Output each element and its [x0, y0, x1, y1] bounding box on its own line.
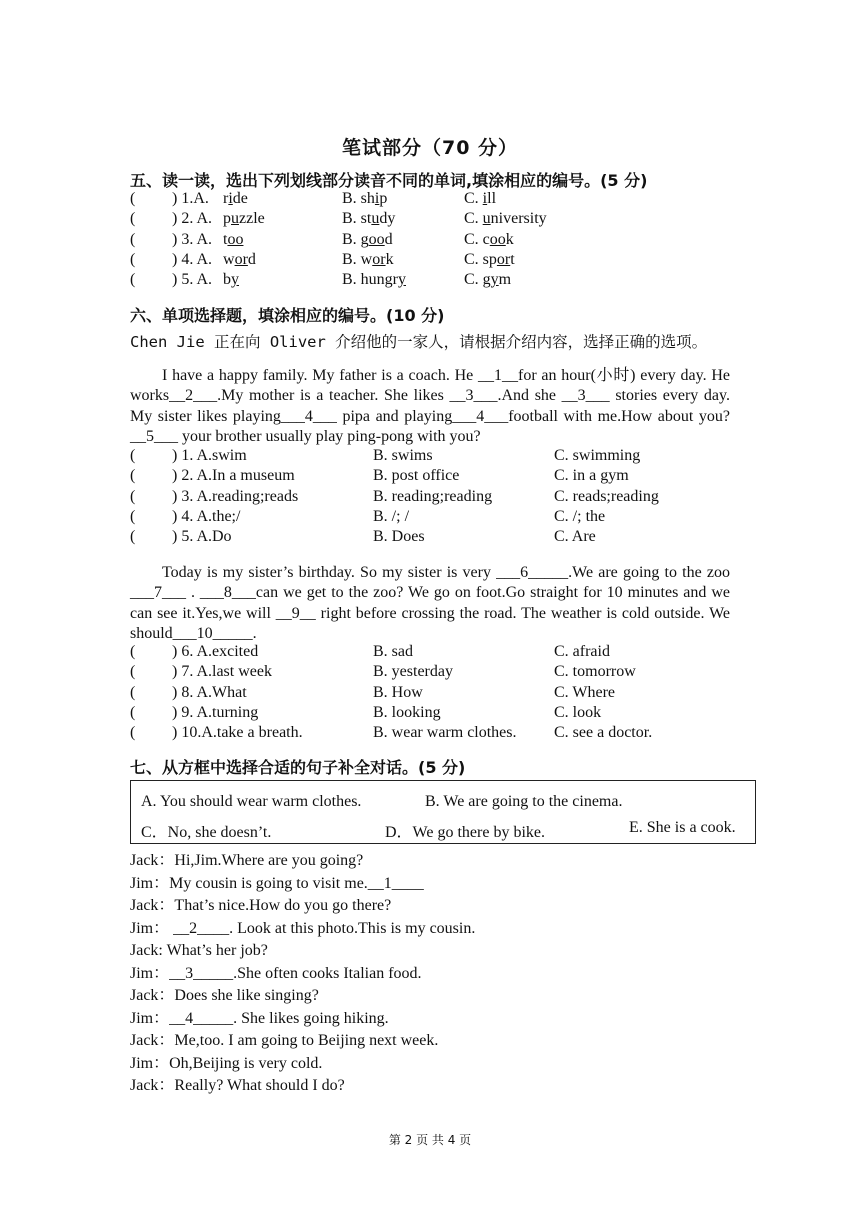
underlined-letters: y	[398, 271, 406, 289]
option-text: ll	[487, 190, 497, 207]
question-number: ) 5. A.	[172, 271, 212, 289]
option-a: ) 1. A.swim	[172, 447, 247, 464]
option-b: B. yesterday	[373, 663, 453, 681]
dialogue-line: Jim：__4_____. She likes going hiking.	[130, 1009, 389, 1027]
section-6-heading: 六、单项选择题，填涂相应的编号。(10 分)	[130, 306, 445, 325]
dialogue-line: Jack：Does she like singing?	[130, 987, 319, 1004]
option-c: C. swimming	[554, 447, 641, 464]
option-text: p	[223, 210, 231, 228]
answer-paren: (	[130, 528, 136, 546]
section-5-heading: 五、读一读，选出下列划线部分读音不同的单词,填涂相应的编号。(5 分)	[130, 171, 648, 190]
section-6-intro: Chen Jie 正在向 Oliver 介绍他的一家人，请根据介绍内容，选择正确的选项。	[130, 333, 708, 351]
dialogue-line: Jack：That’s nice.How do you go there?	[130, 897, 392, 914]
underlined-letters: u	[482, 210, 491, 228]
options-box	[130, 780, 756, 844]
answer-paren: (	[130, 487, 136, 505]
option-c	[464, 250, 515, 270]
answer-paren: (	[130, 643, 136, 660]
option-b: B. Does	[373, 528, 425, 546]
option-text: niversity	[490, 210, 547, 228]
option-a: ) 3. A.reading;reads	[172, 487, 299, 505]
option-a: ) 6. A.excited	[172, 643, 259, 660]
option-a	[223, 270, 239, 290]
answer-paren: (	[130, 230, 136, 248]
underlined-letters: or	[234, 250, 248, 268]
option-c: C. tomorrow	[554, 663, 636, 681]
option-text: B. hungr	[342, 271, 398, 289]
option-b: B. looking	[373, 703, 441, 721]
option-text: k	[385, 250, 394, 268]
option-c	[464, 209, 547, 229]
option-c: C. see a doctor.	[554, 724, 653, 742]
passage-2: Today is my sister’s birthday. So my sister is very ___6_____.We are going to the zoo ___7___ . ___8___can we get to the zoo? We go on foot.Go straight for 10 minutes and we can see it.Yes,we will __9__ right before crossing the road. The weather is cold outside. We should___10_____.	[130, 564, 730, 642]
option-text: B. sh	[342, 190, 375, 207]
option-c: C. Where	[554, 683, 616, 701]
underlined-letters: i	[228, 190, 233, 207]
page-title: 笔试部分（70 分）	[341, 137, 519, 159]
dialogue-line: Jim：Oh,Beijing is very cold.	[130, 1054, 323, 1072]
answer-paren: (	[130, 447, 136, 464]
option-text: C.	[464, 190, 483, 207]
option-c: C. in a gym	[554, 467, 629, 485]
option-c: C. /; the	[554, 507, 606, 525]
option-text: w	[223, 250, 235, 268]
underlined-letters: oo	[489, 230, 506, 248]
option-b: B. wear warm clothes.	[373, 724, 517, 742]
answer-paren: (	[130, 683, 136, 701]
answer-paren: (	[130, 663, 136, 681]
option-c	[464, 230, 514, 250]
dialogue-line: Jim：__3_____.She often cooks Italian food.	[130, 964, 422, 982]
underlined-letters: or	[496, 250, 511, 268]
option-b	[342, 209, 395, 229]
option-text: d	[247, 250, 256, 268]
underlined-letters: oo	[227, 230, 244, 248]
answer-paren: (	[130, 703, 136, 721]
option-text: zzle	[239, 210, 265, 228]
question-number: ) 3. A.	[172, 230, 212, 248]
option-c: C. reads;reading	[554, 487, 659, 505]
underlined-letters: y	[231, 271, 239, 289]
dialogue-line: Jack: What’s her job?	[130, 942, 268, 959]
option-text: C. sp	[464, 250, 497, 268]
option-c: C. look	[554, 703, 602, 721]
option-b: B. swims	[373, 447, 433, 464]
option-text: B. g	[342, 230, 369, 248]
option-a: ) 8. A.What	[172, 683, 247, 701]
option-a: ) 2. A.In a museum	[172, 467, 295, 485]
option-text: t	[223, 230, 228, 248]
option-b	[342, 189, 387, 209]
option-c	[464, 270, 511, 290]
dialogue-line: Jim：My cousin is going to visit me.__1____	[130, 874, 424, 892]
option-b	[342, 270, 406, 290]
underlined-letters: i	[482, 190, 488, 207]
option-a	[223, 230, 243, 250]
box-option-c: C．No, she doesn’t.	[141, 824, 272, 841]
question-number: ) 4. A.	[172, 250, 212, 268]
option-b: B. /; /	[373, 507, 410, 525]
option-text: r	[223, 190, 229, 207]
option-a	[223, 189, 248, 209]
option-a: ) 4. A.the;/	[172, 507, 241, 525]
question-number: ) 2. A.	[172, 210, 212, 228]
option-text: m	[498, 271, 512, 289]
option-b: B. How	[373, 683, 423, 701]
option-a: ) 5. A.Do	[172, 528, 232, 546]
box-option-b: B. We are going to the cinema.	[425, 793, 623, 810]
option-text: B. st	[342, 210, 372, 228]
option-a	[223, 209, 265, 229]
option-text: d	[384, 230, 393, 248]
option-a: ) 7. A.last week	[172, 663, 272, 681]
option-c: C. afraid	[554, 643, 610, 660]
underlined-letters: oo	[368, 230, 385, 248]
option-c	[464, 189, 496, 209]
option-text: p	[379, 190, 388, 207]
dialogue-line: Jack：Really? What should I do?	[130, 1077, 345, 1094]
box-option-a: A. You should wear warm clothes.	[141, 793, 362, 810]
option-a	[223, 250, 256, 270]
answer-paren: (	[130, 190, 136, 207]
option-a: ) 10.A.take a breath.	[172, 724, 303, 742]
dialogue-line: Jack：Hi,Jim.Where are you going?	[130, 852, 364, 869]
answer-paren: (	[130, 250, 136, 268]
answer-paren: (	[130, 507, 136, 525]
option-c: C. Are	[554, 528, 596, 546]
option-text: k	[505, 230, 514, 248]
answer-paren: (	[130, 467, 136, 485]
option-b: B. sad	[373, 643, 413, 660]
dialogue-line: Jim： __2____. Look at this photo.This is my cousin.	[130, 919, 476, 937]
underlined-letters: u	[371, 210, 380, 228]
page-footer: 第 2 页 共 4 页	[388, 1133, 472, 1147]
option-text: de	[232, 190, 248, 207]
option-text: b	[223, 271, 231, 289]
box-option-e: E. She is a cook.	[629, 819, 736, 836]
question-number: ) 1.A.	[172, 190, 209, 207]
option-text: C. g	[464, 271, 491, 289]
option-text: C.	[464, 210, 483, 228]
answer-paren: (	[130, 724, 136, 742]
option-text: dy	[379, 210, 396, 228]
option-text: t	[510, 250, 515, 268]
option-b	[342, 250, 394, 270]
underlined-letters: i	[374, 190, 380, 207]
option-b: B. reading;reading	[373, 487, 493, 505]
option-b: B. post office	[373, 467, 460, 485]
underlined-letters: y	[490, 271, 499, 289]
underlined-letters: u	[231, 210, 239, 228]
answer-paren: (	[130, 210, 136, 228]
option-a: ) 9. A.turning	[172, 703, 259, 721]
option-b	[342, 230, 393, 250]
passage-1: I have a happy family. My father is a coach. He __1__for an hour(小时) every day. He works__2___.My mother is a teacher. She likes __3___.And she __3___ stories every day. My sister likes playing___4___ pipa and playing___4___football with me.How about you? __5___ your brother usually play ping-pong with you?	[130, 367, 730, 445]
option-text: B. w	[342, 250, 373, 268]
dialogue-line: Jack：Me,too. I am going to Beijing next week.	[130, 1032, 439, 1049]
answer-paren: (	[130, 271, 136, 289]
underlined-letters: or	[372, 250, 386, 268]
section-7-heading: 七、从方框中选择合适的句子补全对话。(5 分)	[130, 758, 466, 777]
box-option-d: D．We go there by bike.	[385, 824, 546, 841]
option-text: C. c	[464, 230, 490, 248]
